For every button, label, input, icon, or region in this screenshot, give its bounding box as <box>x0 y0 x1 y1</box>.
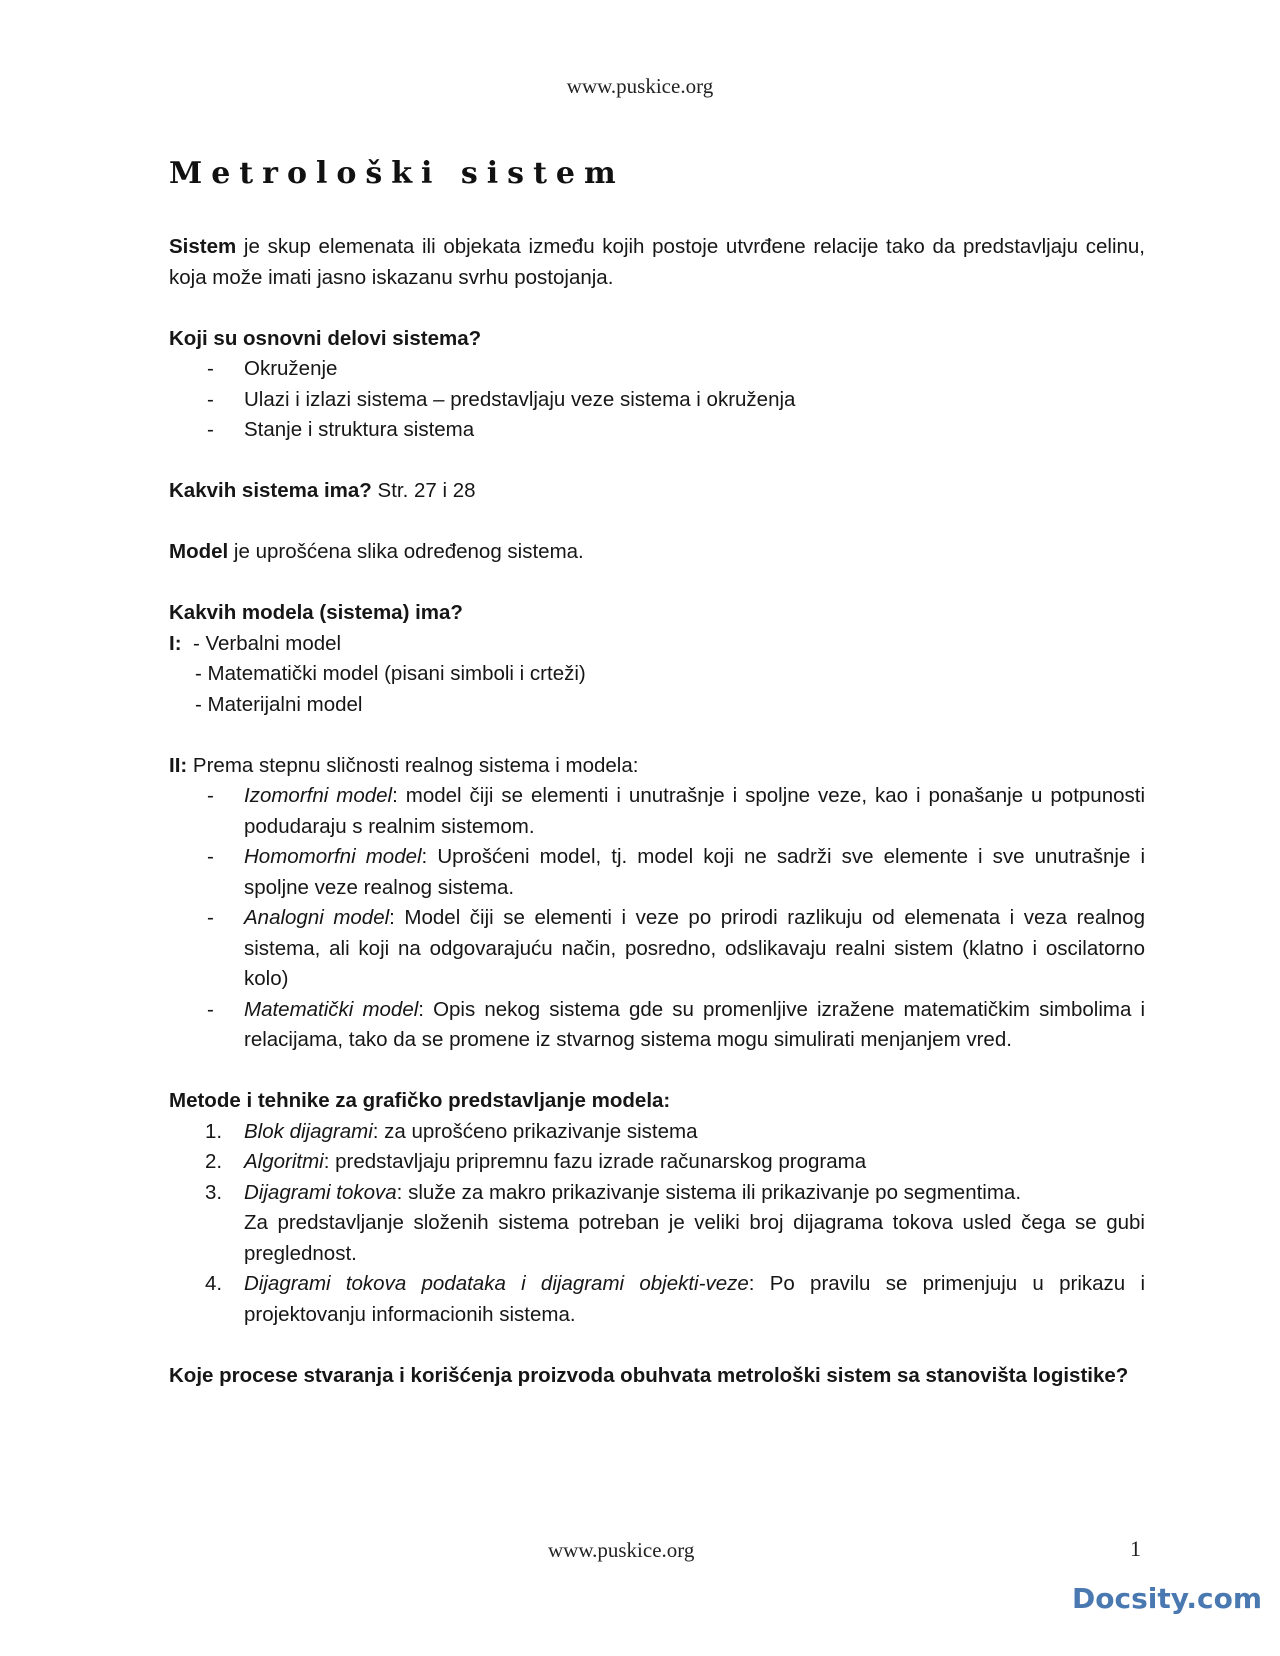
system-term: Sistem <box>169 235 237 258</box>
page-title: Metrološki sistem <box>169 156 625 191</box>
group1-label: I: <box>169 631 182 655</box>
system-types-text: Str. 27 i 28 <box>371 479 476 502</box>
model-group1-item: - Matematički model (pisani simboli i crteži) <box>195 662 586 685</box>
list-item-continuation: Za predstavljanje složenih sistema potreban je veliki broj dijagrama tokova usled čega se gubi preglednost. <box>244 1211 1145 1265</box>
model-term: Model <box>169 540 229 563</box>
list-item: - Okruženje <box>169 354 1145 385</box>
dash-bullet: - <box>207 906 214 929</box>
system-definition-text: je skup elemenata ili objekata između kojih postoje utvrđene relacije tako da predstavljaju celinu, koja može imati jasno iskazanu svrhu postojanja. <box>169 235 1145 289</box>
basic-parts-heading: Koji su osnovni delovi sistema? <box>169 326 482 350</box>
list-item: 4. Dijagrami tokova podataka i dijagrami objekti-veze: Po pravilu se primenjuju u prikazu i projektovanju informacionih sistema. <box>205 1272 1145 1326</box>
header-url: www.puskice.org <box>566 74 714 98</box>
docsity-watermark[interactable]: Docsity.com <box>1072 1582 1263 1615</box>
model-definition <box>169 537 1145 568</box>
list-item: 3. Dijagrami tokova: služe za makro prikazivanje sistema ili prikazivanje po segmentima. Za predstavljanje složenih sistema potreban je veliki broj dijagrama tokova usled čega se gubi preglednost. <box>205 1180 1145 1265</box>
page-number: 1 <box>1130 1536 1141 1561</box>
system-types-heading: Kakvih sistema ima? <box>169 479 372 502</box>
dash-bullet: - <box>207 845 214 868</box>
system-types <box>169 476 1145 507</box>
list-item: - Homomorfni model: Uprošćeni model, tj. model koji ne sadrži sve elemente i sve unutrašnje i spoljne veze realnog sistema. <box>169 842 1145 903</box>
list-item: - Stanje i struktura sistema <box>169 415 1145 446</box>
list-item: - Analogni model: Model čiji se elementi i veze po prirodi razlikuju od elemenata i veza realnog sistema, ali koji na odgovarajuću način, posredno, odslikavaju realni sistem (klatno i oscilatorno kolo) <box>169 903 1145 995</box>
list-item: - Ulazi i izlazi sistema – predstavljaju veze sistema i okruženja <box>169 385 1145 416</box>
dash-bullet: - <box>207 357 214 380</box>
group2-label: II: <box>169 753 188 777</box>
dash-bullet: - <box>207 997 214 1021</box>
system-definition <box>169 232 1145 293</box>
list-item: - Izomorfni model: model čiji se elementi i unutrašnje i spoljne veze, kao i ponašanje u potpunosti podudaraju s realnim sistemom. <box>169 781 1145 842</box>
model-types-heading: Kakvih modela (sistema) ima? <box>169 601 463 624</box>
model-group2-intro: II: Prema stepnu sličnosti realnog sistema i modela: <box>169 753 639 777</box>
model-definition-text: je uprošćena slika određenog sistema. <box>228 540 584 563</box>
list-item: 1. Blok dijagrami: za uprošćeno prikazivanje sistema <box>205 1119 698 1143</box>
dash-bullet: - <box>207 387 214 411</box>
basic-parts-list <box>169 354 1145 446</box>
dash-bullet: - <box>207 784 214 807</box>
list-item: - Matematički model: Opis nekog sistema gde su promenljive izražene matematičkim simbolima i relacijama, tako da se promene iz stvarnog sistema mogu simulirati menjanjem vred. <box>169 995 1145 1056</box>
dash-bullet: - <box>207 418 214 441</box>
list-item: 2. Algoritmi: predstavljaju pripremnu fazu izrade računarskog programa <box>205 1150 867 1173</box>
footer-url: www.puskice.org <box>548 1538 695 1562</box>
model-group2-list <box>169 781 1145 1056</box>
model-group1-item: - Materijalni model <box>195 692 363 716</box>
final-question: Koje procese stvaranja i korišćenja proizvoda obuhvata metrološki sistem sa stanovišta logistike? <box>169 1363 1129 1387</box>
document-body <box>169 232 1145 1391</box>
graphic-methods-heading: Metode i tehnike za grafičko predstavljanje modela: <box>169 1089 671 1112</box>
graphic-methods-list <box>169 1117 1145 1331</box>
model-group1-item: I: - Verbalni model <box>169 631 342 655</box>
